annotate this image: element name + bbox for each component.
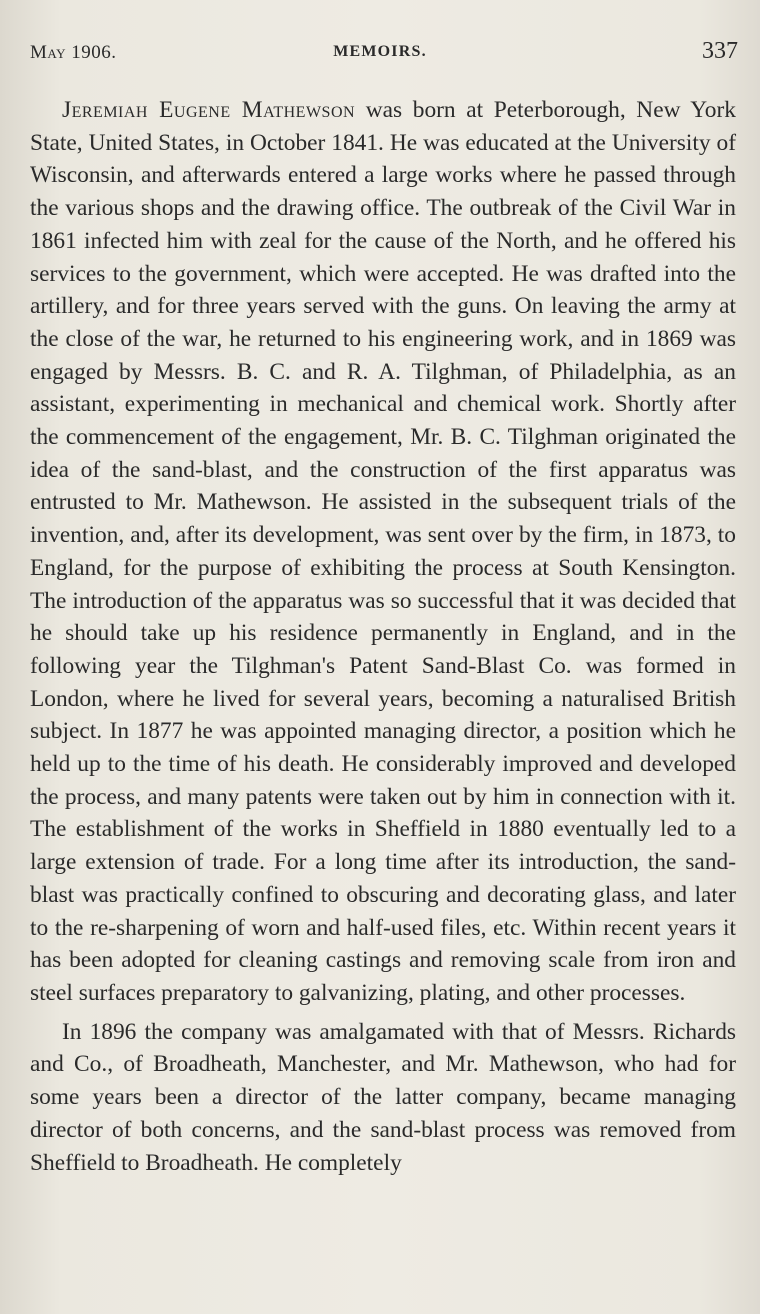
paragraph-1: [30, 94, 736, 1010]
paragraph-2: [30, 1016, 736, 1180]
header-date: May 1906.: [30, 42, 117, 63]
running-head: [22, 38, 738, 68]
paragraph-2-text: In 1896 the company was amalgamated with that of Messrs. Richards and Co., of Broadheath, Manchester, and Mr. Mathewson, who had for some years been a director of the latter company, became managing director of both concerns, and the sand-blast process was removed from Sheffield to Broadheath. He completely: [30, 1018, 736, 1176]
subject-name: Jeremiah Eugene Mathewson: [62, 97, 356, 123]
header-section-title: MEMOIRS.: [333, 43, 427, 60]
paragraph-1-text: was born at Peterborough, New York State, United States, in October 1841. He was educated at the University of Wisconsin, and afterwards entered a large works where he passed through the various shops and the drawing office. The outbreak of the Civil War in 1861 infected him with zeal for the cause of the North, and he offered his services to the government, which were accepted. He was drafted into the artillery, and for three years served with the guns. On leaving the army at the close of the war, he returned to his engineering work, and in 1869 was engaged by Messrs. B. C. and R. A. Tilghman, of Philadelphia, as an assistant, experimenting in mechanical and chemical work. Shortly after the commencement of the engagement, Mr. B. C. Tilghman originated the idea of the sand-blast, and the construction of the first apparatus was entrusted to Mr. Mathewson. He assisted in the subsequent trials of the invention, and, after its development, was sent over by the firm, in 1873, to England, for the purpose of exhibiting the process at South Kensington. The introduction of the apparatus was so successful that it was decided that he should take up his residence permanently in England, and in the following year the Tilghman's Patent Sand-Blast Co. was formed in London, where he lived for several years, becoming a naturalised British subject. In 1877 he was appointed managing director, a position which he held up to the time of his death. He considerably improved and developed the process, and many patents were taken out by him in connection with it. The establishment of the works in Sheffield in 1880 eventually led to a large extension of trade. For a long time after its introduction, the sand-blast was practically confined to obscuring and decorating glass, and later to the re-sharpening of worn and half-used files, etc. Within recent years it has been adopted for cleaning castings and removing scale from iron and steel surfaces preparatory to galvanizing, plating, and other processes.: [30, 97, 736, 1006]
page-number: 337: [702, 38, 738, 64]
memoir-text: [30, 94, 736, 1179]
